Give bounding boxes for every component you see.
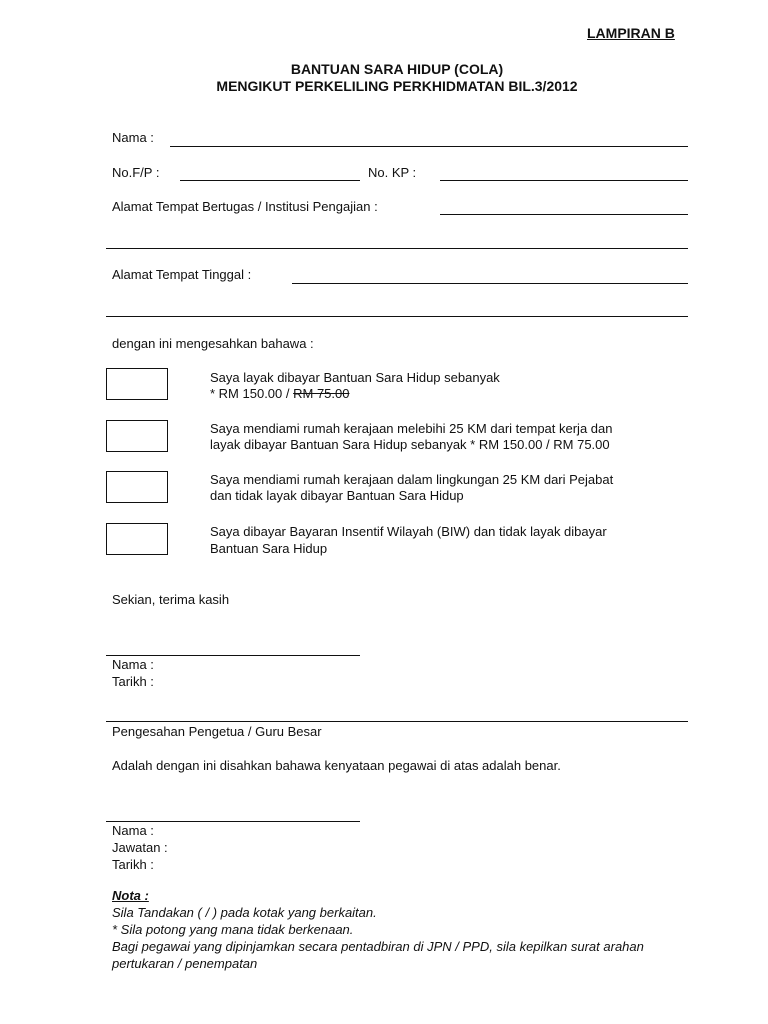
option-4-line1: Saya dibayar Bayaran Insentif Wilayah (BIW) dan tidak layak dibayar [210,524,607,539]
sign2-jawatan-label: Jawatan : [112,840,168,855]
option-2-checkbox[interactable] [106,420,168,452]
option-2-line2: layak dibayar Bantuan Sara Hidup sebanyak * RM 150.00 / RM 75.00 [210,437,610,452]
signature-1-line[interactable] [106,655,360,656]
option-1-line1: Saya layak dibayar Bantuan Sara Hidup sebanyak [210,370,500,385]
lampiran-label: LAMPIRAN B [587,25,675,41]
option-3-line1: Saya mendiami rumah kerajaan dalam lingkungan 25 KM dari Pejabat [210,472,614,487]
option-1-amount: * RM 150.00 / [210,386,294,401]
nama-input-line[interactable] [170,146,688,147]
nota-line-2: * Sila potong yang mana tidak berkenaan. [112,922,354,937]
endorse-text: Adalah dengan ini disahkan bahawa kenyataan pegawai di atas adalah benar. [112,758,561,773]
form-title: BANTUAN SARA HIDUP (COLA) [290,61,504,77]
nota-line-4: pertukaran / penempatan [112,956,258,971]
nokp-label: No. KP : [368,165,417,180]
alamat-tinggal-input-line[interactable] [292,283,688,284]
form-subtitle: MENGIKUT PERKELILING PERKHIDMATAN BIL.3/2012 [216,78,578,94]
option-4-line2: Bantuan Sara Hidup [210,541,328,556]
option-2-line1: Saya mendiami rumah kerajaan melebihi 25 KM dari tempat kerja dan [210,421,613,436]
sign2-tarikh-label: Tarikh : [112,857,154,872]
signature-2-line[interactable] [106,821,360,822]
nota-line-1: Sila Tandakan ( / ) pada kotak yang berkaitan. [112,905,377,920]
nofp-input-line[interactable] [180,180,360,181]
confirm-intro: dengan ini mengesahkan bahawa : [112,336,314,351]
section-divider [106,721,688,722]
sign2-nama-label: Nama : [112,823,154,838]
nota-label: Nota : [112,888,149,903]
nota-line-3: Bagi pegawai yang dipinjamkan secara pentadbiran di JPN / PPD, sila kepilkan surat arahan [112,939,644,954]
nokp-input-line[interactable] [440,180,688,181]
option-3-checkbox[interactable] [106,471,168,503]
nama-label: Nama : [112,130,154,145]
alamat-tinggal-input-line-2[interactable] [106,316,688,317]
option-1-checkbox[interactable] [106,368,168,400]
endorse-title: Pengesahan Pengetua / Guru Besar [112,724,322,739]
sign1-nama-label: Nama : [112,657,154,672]
option-1-struck-amount: RM 75.00 [293,386,350,401]
option-4-checkbox[interactable] [106,523,168,555]
alamat-tinggal-label: Alamat Tempat Tinggal : [112,267,252,282]
option-1-line2 [210,386,349,402]
closing-text: Sekian, terima kasih [112,592,230,607]
sign1-tarikh-label: Tarikh : [112,674,154,689]
alamat-tugas-label: Alamat Tempat Bertugas / Institusi Pengajian : [112,199,378,214]
alamat-tugas-input-line-2[interactable] [106,248,688,249]
alamat-tugas-input-line[interactable] [440,214,688,215]
option-3-line2: dan tidak layak dibayar Bantuan Sara Hidup [210,488,464,503]
nofp-label: No.F/P : [112,165,160,180]
